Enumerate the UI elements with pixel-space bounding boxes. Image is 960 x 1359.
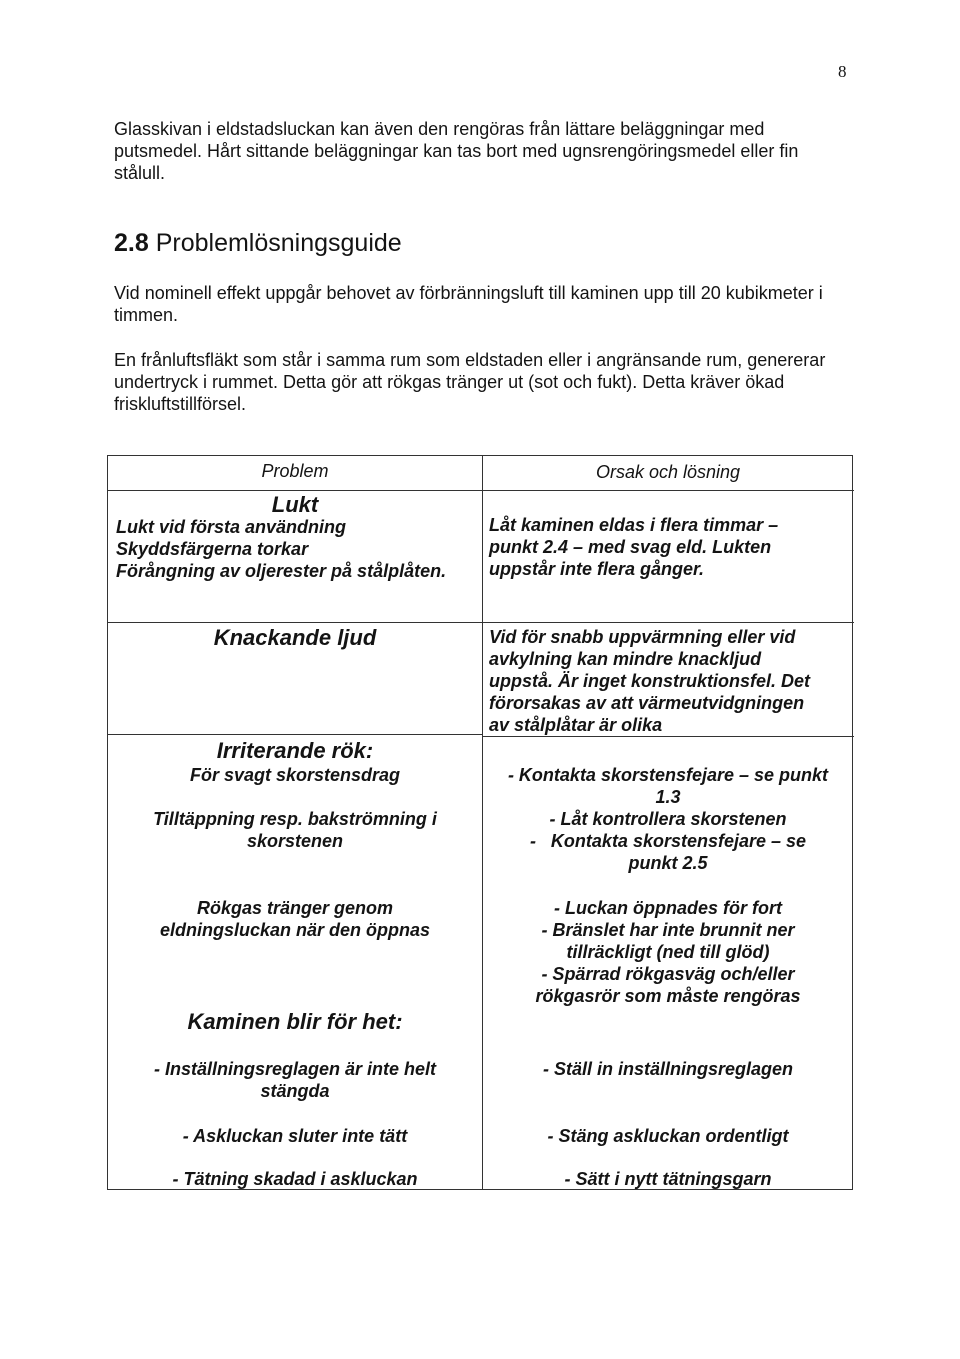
section-title: Problemlösningsguide xyxy=(155,229,402,257)
knackande-solution-line: uppstå. Är inget konstruktionsfel. Det xyxy=(489,671,811,691)
rok-solution-3-line: - Luckan öppnades för fort xyxy=(553,898,782,918)
row-divider xyxy=(482,736,854,737)
het-solution-2: - Stäng askluckan ordentligt xyxy=(547,1126,789,1146)
rok-solution-3-line: tillräckligt (ned till glöd) xyxy=(566,942,770,962)
rok-cause-2 xyxy=(108,808,482,852)
rok-solution-3 xyxy=(482,897,854,1007)
row-divider xyxy=(108,490,482,491)
rok-cause-3-line: Rökgas tränger genom xyxy=(196,898,394,918)
het-cause-1-line: - Inställningsreglagen är inte helt xyxy=(153,1059,437,1079)
het-cause-3: - Tätning skadad i askluckan xyxy=(172,1169,418,1189)
rok-cause-2-line: skorstenen xyxy=(246,831,344,851)
header-problem: Problem xyxy=(261,461,329,481)
rok-solution-1-line: 1.3 xyxy=(655,787,681,807)
het-cause-2: - Askluckan sluter inte tätt xyxy=(182,1126,408,1146)
het-solution-1: - Ställ in inställningsreglagen xyxy=(542,1059,794,1079)
intro-paragraph: Glasskivan i eldstadsluckan kan även den rengöras från lättare beläggningar med putsmedel. Hårt sittande beläggningar kan tas bort med ugnsrengöringsmedel eller fin stålull. xyxy=(114,119,799,183)
row-divider xyxy=(482,490,854,491)
knackande-title: Knackande ljud xyxy=(213,625,377,650)
rok-cause-3-line: eldningsluckan när den öppnas xyxy=(159,920,431,940)
rok-cause-2-line: Tilltäppning resp. bakströmning i xyxy=(153,809,437,829)
lukt-solution-line: uppstår inte flera gånger. xyxy=(489,559,705,579)
section-heading xyxy=(114,228,402,258)
rok-solution-2-line: punkt 2.5 xyxy=(628,853,708,873)
rok-title: Irriterande rök: xyxy=(216,738,374,763)
rok-solution-2-line: - Låt kontrollera skorstenen xyxy=(549,809,787,829)
lukt-title: Lukt xyxy=(271,492,319,517)
rok-cause-3 xyxy=(108,897,482,941)
rok-solution-2-line: - Kontakta skorstensfejare – se xyxy=(529,831,807,851)
rok-solution-2 xyxy=(482,808,854,874)
lukt-solution-line: Låt kaminen eldas i flera timmar – xyxy=(489,515,779,535)
lukt-cause-line: Förångning av oljerester på stålplåten. xyxy=(116,561,447,581)
het-solution-3: - Sätt i nytt tätningsgarn xyxy=(564,1169,772,1189)
page-number: 8 xyxy=(838,62,847,81)
het-cause-1 xyxy=(108,1058,482,1102)
header-solution: Orsak och lösning xyxy=(595,462,741,482)
row-divider xyxy=(108,622,482,623)
row-divider xyxy=(108,734,482,735)
lukt-solution xyxy=(489,514,849,580)
lukt-cause-line: Lukt vid första användning xyxy=(116,517,347,537)
paragraph-air-demand: Vid nominell effekt uppgår behovet av förbränningsluft till kaminen upp till 20 kubikmeter i timmen. xyxy=(114,283,823,325)
troubleshooting-table xyxy=(107,455,853,1190)
knackande-solution-line: förorsakas av att värmeutvidgningen xyxy=(489,693,805,713)
rok-solution-3-line: - Bränslet har inte brunnit ner xyxy=(541,920,795,940)
rok-solution-1 xyxy=(482,764,854,808)
knackande-solution-line: avkylning kan mindre knackljud xyxy=(489,649,762,669)
section-number: 2.8 xyxy=(114,229,149,257)
rok-cause-1: För svagt skorstensdrag xyxy=(189,765,401,785)
knackande-solution xyxy=(489,626,851,736)
lukt-causes xyxy=(116,516,476,582)
rok-solution-3-line: rökgasrör som måste rengöras xyxy=(535,986,801,1006)
het-title: Kaminen blir för het: xyxy=(187,1009,403,1034)
lukt-cause-line: Skyddsfärgerna torkar xyxy=(116,539,309,559)
rok-solution-3-line: - Spärrad rökgasväg och/eller xyxy=(541,964,795,984)
lukt-solution-line: punkt 2.4 – med svag eld. Lukten xyxy=(489,537,772,557)
knackande-solution-line: Vid för snabb uppvärmning eller vid xyxy=(489,627,796,647)
het-cause-1-line: stängda xyxy=(260,1081,330,1101)
paragraph-exhaust-fan: En frånluftsfläkt som står i samma rum som eldstaden eller i angränsande rum, genererar undertryck i rummet. Detta gör att rökgas tränger ut (sot och fukt). Detta kräver ökad friskluftstillförsel. xyxy=(114,350,826,414)
knackande-solution-line: av stålplåtar är olika xyxy=(489,715,663,735)
rok-solution-1-line: - Kontakta skorstensfejare – se punkt xyxy=(507,765,829,785)
row-divider xyxy=(482,622,854,623)
